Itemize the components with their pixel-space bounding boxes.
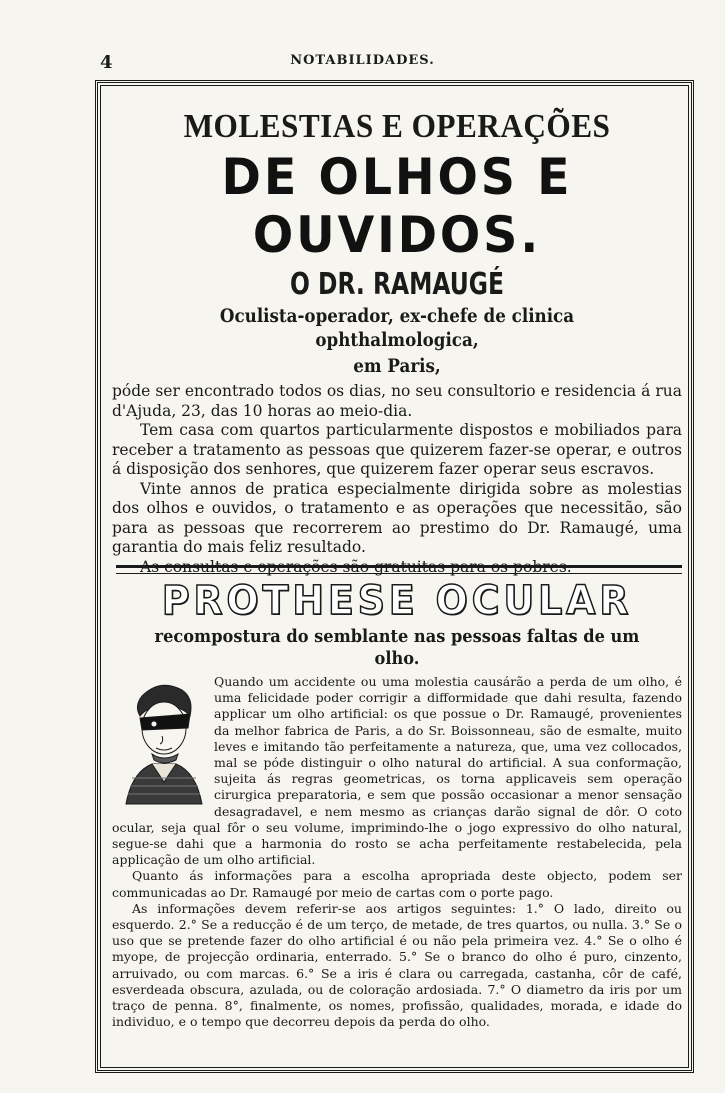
portrait-engraving-icon [112, 676, 208, 806]
doctor-name: O DR. RAMAUGÉ [290, 267, 504, 302]
prothese-title: PROTHESE OCULAR [161, 578, 633, 624]
paragraph-articles: As informações devem referir-se aos artigos seguintes: 1.° O lado, direito ou esquerdo. 2.° Se a reducção é de um terço, de metade, de tres quartos, ou nulla. 3.° Se o uso que se pretende fazer do olho artificial é ou não pela primeira vez. 4.° Se o olho é myope, de projecção ordinaria, enterrado. 5.° Se o branco do olho é puro, cinzento, arruivado, ou com marcas. 6.° Se a iris é clara ou carregada, castanha, côr de café, esverdeada obscura, azulada, ou de coloração ardosiada. 7.° O diametro da iris por um traço de penna. 8°, finalmente, os nomes, profissão, qualidades, morada, e idade do individuo, e o tempo que decorreu depois da perda do olho. [112, 900, 682, 1030]
ad-big-title: DE OLHOS E OUVIDOS. [221, 148, 573, 264]
doctor-role: Oculista-operador, ex-chefe de clinica ophthalmologica, [219, 305, 575, 351]
paragraph-prothese-description: Quando um accidente ou uma molestia causárão a perda de um olho, é uma felicidade poder corrigir a difformidade que dahi resulta, fazendo applicar um olho artificial: os que possue o Dr. Ramaugé, provenientes da melhor fabrica de Paris, a do Sr. Boissonneau, são de esmalte, muito leves e imitando tão perfeitamente a natureza, que, uma vez collocados, mal se póde distinguir o olho natural do artificial. A sua conformação, sujeita ás regras geometricas, os torna applicaveis sem operação cirurgica preparatoria, e sem que possão occasionar a menor sensação desagradavel, e nem mesmo as crianças darão signal de dôr. O coto ocular, seja qual fôr o seu volume, imprimindo-lhe o jogo expressivo do olho natural, segue-se dahi que a harmonia do rosto se acha perfeitamente restabelecida, pela applicação de um olho artificial. [112, 674, 682, 868]
page-number: 4 [100, 52, 113, 73]
paragraph-rooms: Tem casa com quartos particularmente dispostos e mobiliados para receber a tratamento as pessoas que quizerem fazer-se operar, e outros á disposição dos senhores, que quizerem fazer operar seus escravos. [112, 421, 682, 478]
prothese-subtitle: recompostura do semblante nas pessoas faltas de um olho. [154, 626, 640, 669]
ad-headline: MOLESTIAS E OPERAÇÕES [183, 108, 611, 145]
ad-eyes-ears [112, 108, 682, 577]
paragraph-experience: Vinte annos de pratica especialmente dirigida sobre as molestias dos olhos e ouvidos, o tratamento e as operações que necessitão, são para as pessoas que recorrerem ao prestimo do Dr. Ramaugé, uma garantia do mais feliz resultado. [112, 479, 682, 556]
running-title: NOTABILIDADES. [290, 53, 435, 68]
paragraph-information: Quanto ás informações para a escolha apropriada deste objecto, podem ser communicadas ao Dr. Ramaugé por meio de cartas com o porte pago. [112, 868, 682, 900]
section-divider [116, 565, 682, 574]
ad-prothese [112, 578, 682, 1030]
paragraph-free-consultations: As consultas e operações são gratuitas para os pobres. [140, 557, 572, 576]
doctor-city: em Paris, [353, 355, 441, 377]
paragraph-address: póde ser encontrado todos os dias, no seu consultorio e residencia á rua d'Ajuda, 23, das 10 horas ao meio-dia. [112, 382, 682, 420]
